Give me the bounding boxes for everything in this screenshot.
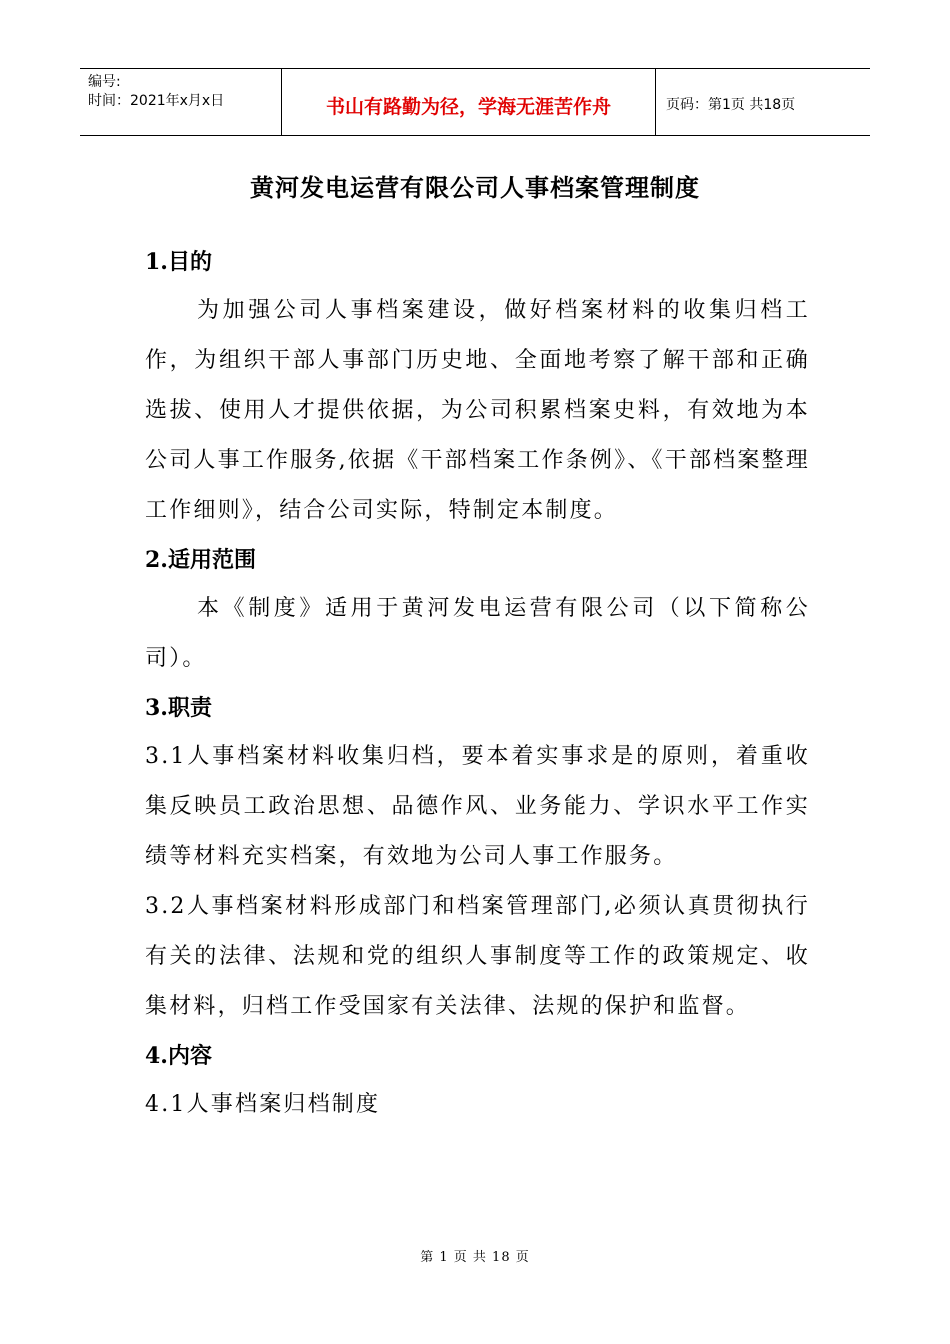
section-body-scope: 本《制度》适用于黄河发电运营有限公司（以下简称公司）。 — [145, 596, 810, 671]
section-body-duties-1: 3.1人事档案材料收集归档，要本着实事求是的原则，着重收集反映员工政治思想、品德作风、业务能力、学识水平工作实绩等材料充实档案，有效地为公司人事工作服务。 — [145, 744, 810, 869]
section-body-content-1: 4.1人事档案归档制度 — [145, 1092, 381, 1117]
section-heading-duties: 3.职责 — [145, 695, 212, 721]
section-body-duties-2: 3.2人事档案材料形成部门和档案管理部门,必须认真贯彻执行有关的法律、法规和党的组织人事制度等工作的政策规定、收集材料，归档工作受国家有关法律、法规的保护和监督。 — [145, 894, 810, 1019]
section-heading-content: 4.内容 — [145, 1043, 212, 1069]
document-title: 黄河发电运营有限公司人事档案管理制度 — [250, 173, 700, 202]
document-header — [80, 68, 870, 136]
document-body — [145, 238, 810, 1130]
number-label: 编号: — [88, 74, 121, 90]
header-meta — [80, 69, 282, 135]
page-footer: 第 1 页 共 18 页 — [420, 1250, 530, 1265]
time-label: 时间：2021年x月x日 — [88, 93, 225, 109]
section-body-purpose: 为加强公司人事档案建设，做好档案材料的收集归档工作，为组织干部人事部门历史地、全面地考察了解干部和正确选拔、使用人才提供依据，为公司积累档案史料，有效地为本公司人事工作服务,依据《干部档案工作条例》、《干部档案整理工作细则》，结合公司实际，特制定本制度。 — [145, 298, 810, 523]
header-page-info: 页码：第1页 共18页 — [666, 97, 796, 113]
section-heading-scope: 2.适用范围 — [145, 547, 256, 573]
header-motto: 书山有路勤为径，学海无涯苦作舟 — [282, 69, 656, 135]
section-heading-purpose: 1.目的 — [145, 249, 212, 275]
